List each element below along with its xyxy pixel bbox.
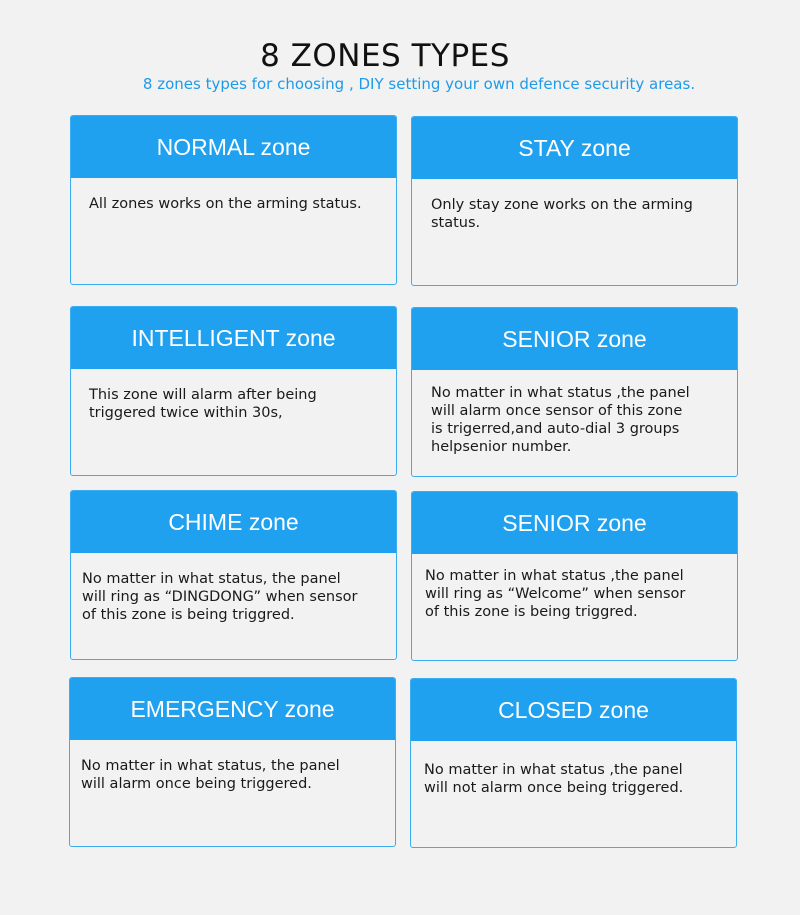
zone-card-title: SENIOR zone — [412, 492, 737, 554]
zone-card-description: No matter in what status, the panel will alarm once being triggered. — [81, 758, 340, 792]
zone-card-title: STAY zone — [412, 117, 737, 179]
zone-card-intelligent — [70, 306, 397, 476]
zone-card-description: This zone will alarm after being triggered twice within 30s, — [89, 387, 317, 421]
zone-card-closed — [410, 678, 737, 848]
zone-card-description: All zones works on the arming status. — [89, 196, 362, 212]
page-title: 8 ZONES TYPES — [260, 38, 510, 74]
zone-card-normal — [70, 115, 397, 285]
zone-card-chime — [70, 490, 397, 660]
zone-card-title: EMERGENCY zone — [70, 678, 395, 740]
zone-card-title: CLOSED zone — [411, 679, 736, 741]
zone-card-title: INTELLIGENT zone — [71, 307, 396, 369]
zone-card-title: NORMAL zone — [71, 116, 396, 178]
zone-card-description: No matter in what status ,the panel will alarm once sensor of this zone is trigerred,and auto-dial 3 groups helpsenior number. — [431, 385, 690, 455]
page-subtitle: 8 zones types for choosing , DIY setting your own defence security areas. — [142, 75, 696, 93]
zone-card-stay — [411, 116, 738, 286]
zone-card-description: No matter in what status, the panel will ring as “DINGDONG” when sensor of this zone is being triggred. — [82, 571, 358, 623]
zone-card-senior-welcome — [411, 491, 738, 661]
zone-card-title: CHIME zone — [71, 491, 396, 553]
zone-card-title: SENIOR zone — [412, 308, 737, 370]
zone-card-description: Only stay zone works on the arming status. — [431, 197, 693, 231]
zone-card-description: No matter in what status ,the panel will ring as “Welcome” when sensor of this zone is being triggred. — [425, 568, 686, 620]
zone-card-senior — [411, 307, 738, 477]
zone-card-emergency — [69, 677, 396, 847]
zone-card-description: No matter in what status ,the panel will not alarm once being triggered. — [424, 762, 684, 796]
